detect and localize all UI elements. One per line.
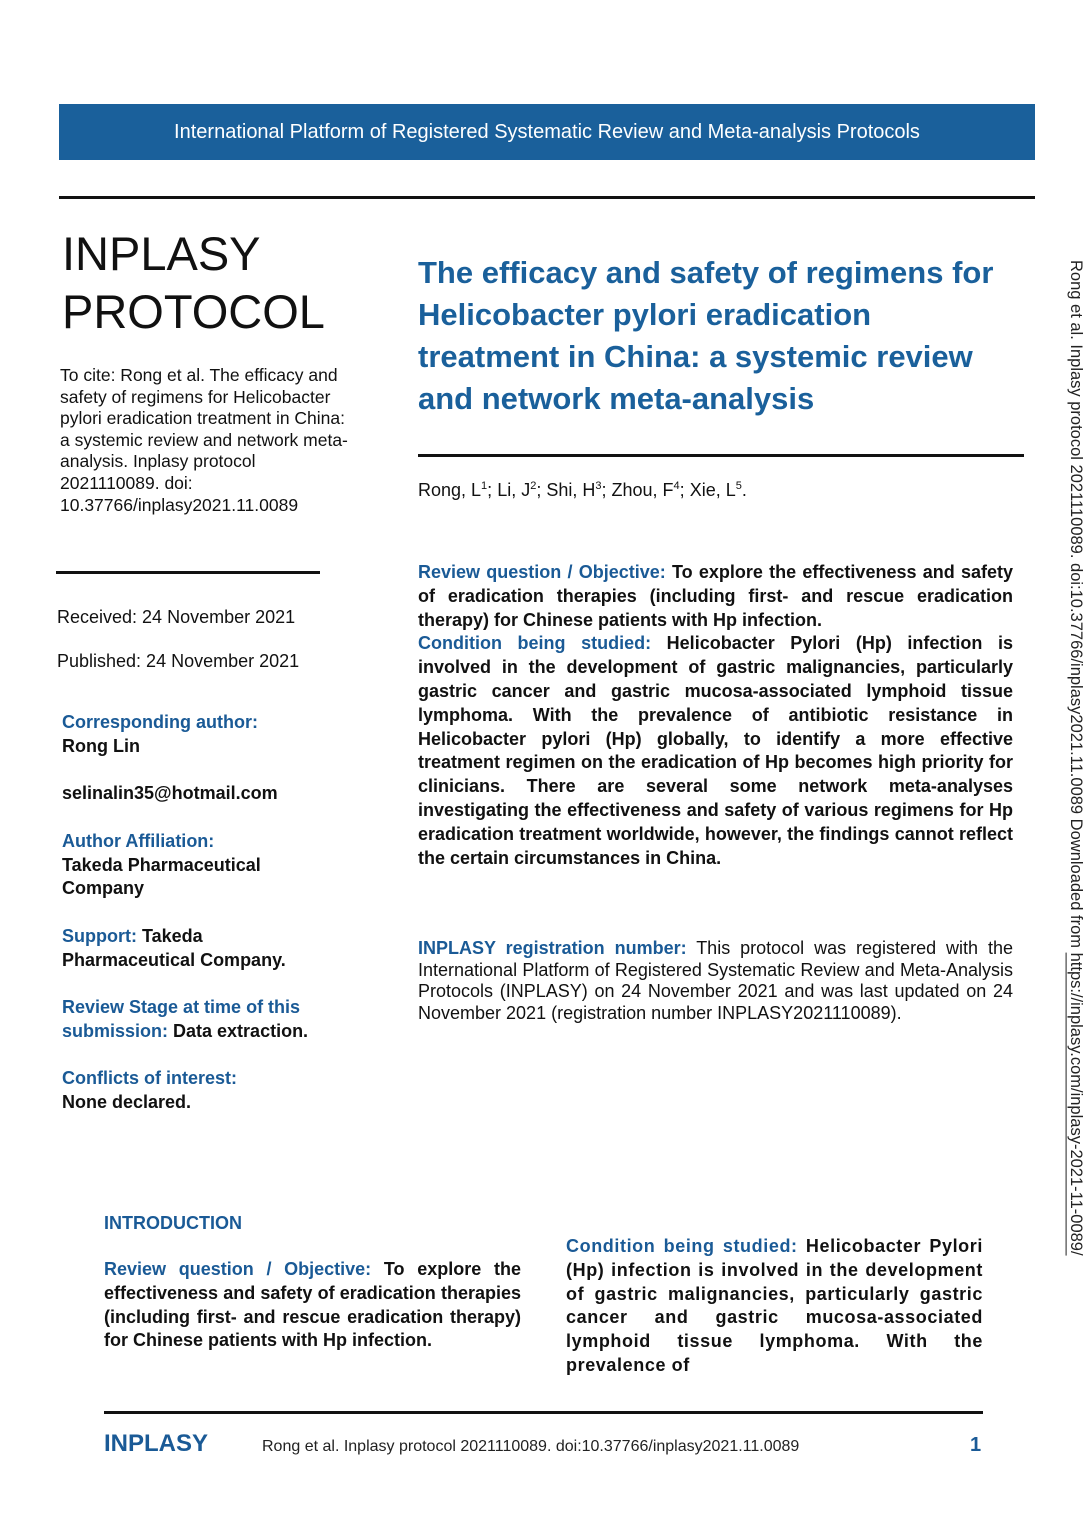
intro-objective-label: Review question / Objective: bbox=[104, 1259, 372, 1279]
brand-line-2: PROTOCOL bbox=[62, 285, 325, 338]
support bbox=[62, 925, 332, 972]
abstract bbox=[418, 561, 1013, 870]
author-name: Xie, L bbox=[689, 480, 736, 500]
condition-text: Helicobacter Pylori (Hp) infection is involved in the development of gastric malignancies, particularly gastric cancer and gastric mucosa-associated lymphoid tissue lymphoma. With the prevalence of antibiotic resistance in Helicobacter pylori (Hp) globally, to identify a more effective treatment regimen on the eradication of Hp becomes high priority for clinicians. There are several some network meta-analyses investigating the effectiveness and safety of various regimens for Hp eradication treatment worldwide, however, the findings cannot reflect the certain circumstances in China. bbox=[418, 633, 1014, 868]
corresponding-name: Rong Lin bbox=[62, 735, 140, 756]
support-value: Takeda Pharmaceutical Company. bbox=[62, 926, 286, 970]
support-label: Support: bbox=[62, 926, 137, 946]
author-separator: ; bbox=[601, 480, 612, 500]
header-banner bbox=[59, 104, 1035, 160]
corresponding-label: Corresponding author: bbox=[62, 712, 258, 732]
intro-condition-text: Helicobacter Pylori (Hp) infection is involved in the development of gastric malignancies, particularly gastric cancer and gastric mucosa-associated lymphoid tissue lymphoma. With the prevalence of bbox=[566, 1236, 983, 1375]
brand-line-1: INPLASY bbox=[62, 227, 261, 280]
author-separator: ; bbox=[487, 480, 498, 500]
banner-text: International Platform of Registered Systematic Review and Meta-analysis Protocols bbox=[174, 120, 920, 143]
author-list bbox=[418, 480, 747, 501]
received-date: Received: 24 November 2021 bbox=[57, 607, 296, 627]
stage-label: Review Stage at time of this submission: bbox=[62, 997, 301, 1041]
download-side-note bbox=[1066, 260, 1085, 1256]
affiliation-label: Author Affiliation: bbox=[62, 831, 215, 851]
affiliation-value: Takeda Pharmaceutical Company bbox=[62, 854, 261, 899]
introduction-heading: INTRODUCTION bbox=[104, 1213, 242, 1233]
side-note-text: Rong et al. Inplasy protocol 2021110089. doi:10.37766/inplasy2021.11.0089 Downloaded from bbox=[1067, 260, 1085, 953]
author-affil-sup: 5 bbox=[735, 480, 742, 492]
citation-text: To cite: Rong et al. The efficacy and safety of regimens for Helicobacter pylori eradication treatment in China: a systemic review and network meta-analysis. Inplasy protocol 2021110089. doi: 10.37766/inplasy2021.11.0089 bbox=[60, 365, 348, 515]
author-affiliation bbox=[62, 830, 352, 901]
author-name: Zhou, F bbox=[611, 480, 674, 500]
page-number: 1 bbox=[970, 1434, 982, 1456]
author-name: Rong, L bbox=[418, 480, 482, 500]
author-separator: ; bbox=[679, 480, 690, 500]
protocol-brand bbox=[62, 225, 325, 341]
registration-statement bbox=[418, 938, 1013, 1024]
abstract-objective bbox=[418, 561, 1013, 632]
footer-citation: Rong et al. Inplasy protocol 2021110089. doi:10.37766/inplasy2021.11.0089 bbox=[262, 1438, 800, 1455]
author-name: Li, J bbox=[497, 480, 531, 500]
intro-condition bbox=[566, 1235, 983, 1378]
author-3 bbox=[546, 480, 611, 500]
corresponding-author bbox=[62, 711, 352, 758]
footer-brand: INPLASY bbox=[104, 1430, 209, 1457]
conflicts-value: None declared. bbox=[62, 1091, 192, 1112]
author-5 bbox=[690, 480, 747, 500]
author-1 bbox=[418, 480, 497, 500]
condition-label: Condition being studied: bbox=[418, 633, 652, 654]
author-separator: . bbox=[741, 480, 747, 500]
abstract-condition bbox=[418, 632, 1013, 870]
author-affil-sup: 3 bbox=[595, 480, 602, 492]
objective-label: Review question / Objective: bbox=[418, 562, 666, 582]
title-divider bbox=[418, 454, 1024, 457]
registration-label: INPLASY registration number: bbox=[418, 938, 687, 958]
download-link[interactable]: https://inplasy.com/inplasy-2021-11-0089/ bbox=[1067, 952, 1085, 1256]
author-email[interactable]: selinalin35@hotmail.com bbox=[62, 783, 278, 803]
author-separator: ; bbox=[536, 480, 547, 500]
footer-divider bbox=[104, 1411, 983, 1414]
author-affil-sup: 1 bbox=[481, 480, 488, 492]
author-name: Shi, H bbox=[546, 480, 596, 500]
author-4 bbox=[612, 480, 690, 500]
intro-condition-label: Condition being studied: bbox=[566, 1236, 798, 1256]
published-date: Published: 24 November 2021 bbox=[57, 651, 300, 671]
review-stage bbox=[62, 996, 347, 1043]
intro-objective bbox=[104, 1258, 521, 1353]
author-affil-sup: 4 bbox=[673, 480, 680, 492]
paper-title: The efficacy and safety of regimens for Helicobacter pylori eradication treatment in China: a systemic review and network meta-analysis bbox=[418, 255, 994, 416]
sidebar-divider bbox=[56, 571, 320, 574]
top-divider bbox=[59, 196, 1035, 199]
stage-value: Data extraction. bbox=[168, 1020, 309, 1041]
author-affil-sup: 2 bbox=[530, 480, 537, 492]
conflicts-label: Conflicts of interest: bbox=[62, 1068, 238, 1088]
conflicts-of-interest bbox=[62, 1067, 352, 1114]
registration-text: This protocol was registered with the International Platform of Registered Systematic Review and Meta-Analysis Protocols (INPLASY) on 24 November 2021 and was last updated on 24 November 2021 (registration number INPLASY2021110089). bbox=[418, 938, 1013, 1023]
objective-text: To explore the effectiveness and safety of eradication therapies (including first- and rescue eradication therapy) for Chinese patients with Hp infection. bbox=[418, 562, 1013, 630]
author-2 bbox=[497, 480, 546, 500]
intro-objective-text: To explore the effectiveness and safety of eradication therapies (including first- and rescue eradication therapy) for Chinese patients with Hp infection. bbox=[104, 1259, 521, 1351]
